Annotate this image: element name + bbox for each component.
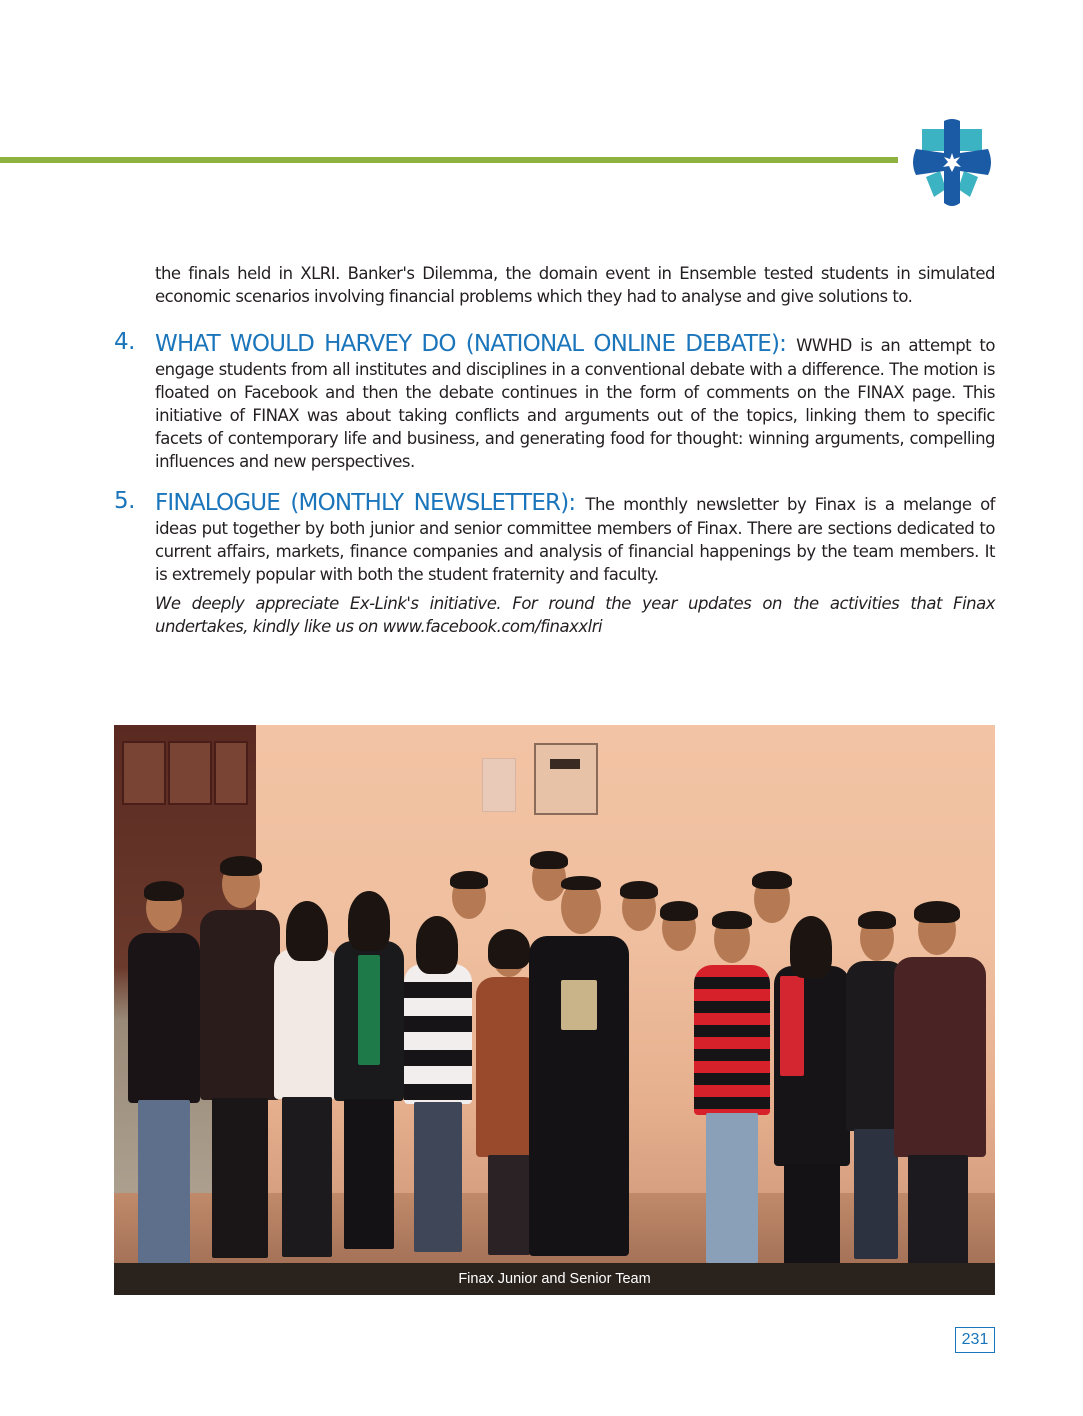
closing-note: We deeply appreciate Ex-Link's initiative. For round the year updates on the activities that Finax undertakes, kindly like us on www.facebook.com/finaxxlri	[155, 594, 995, 636]
item-body-text: The monthly newsletter by Finax is a melange of ideas put together by both junior and senior committee members of Finax. There are sections dedicated to current affairs, markets, finance companies and analysis of financial happenings by the team members. It is extremely popular with both the student fraternity and faculty.	[155, 495, 995, 584]
item-body-text: WWHD is an attempt to engage students from all institutes and disciplines in a conventional debate with a difference. The motion is floated on Facebook and then the debate continues in the form of comments on the FINAX page. This initiative of FINAX was about taking conflicts and arguments out of the topics, linking them to specific facets of contemporary life and business, and generating food for thought: winning arguments, compelling influences and new perspectives.	[155, 336, 995, 471]
photo-wall-sign	[534, 743, 598, 815]
intro-paragraph: the finals held in XLRI. Banker's Dilemma, the domain event in Ensemble tested students in simulated economic scenarios involving financial problems which they had to analyse and give solutions to.	[155, 264, 995, 306]
page-number: 231	[955, 1327, 995, 1353]
list-item-finalogue	[114, 488, 995, 586]
xlri-cross-emblem-icon	[906, 117, 998, 209]
header-rule	[0, 157, 898, 163]
item-heading: WHAT WOULD HARVEY DO (NATIONAL ONLINE DEBATE):	[155, 331, 787, 357]
article-body	[114, 262, 995, 655]
group-photo	[114, 725, 995, 1263]
item-number: 4.	[114, 329, 135, 355]
photo-caption: Finax Junior and Senior Team	[114, 1263, 995, 1295]
photo-wall-paper	[482, 758, 516, 812]
item-heading: FINALOGUE (MONTHLY NEWSLETTER):	[155, 490, 576, 516]
item-number: 5.	[114, 488, 135, 514]
list-item-wwhd	[114, 329, 995, 473]
